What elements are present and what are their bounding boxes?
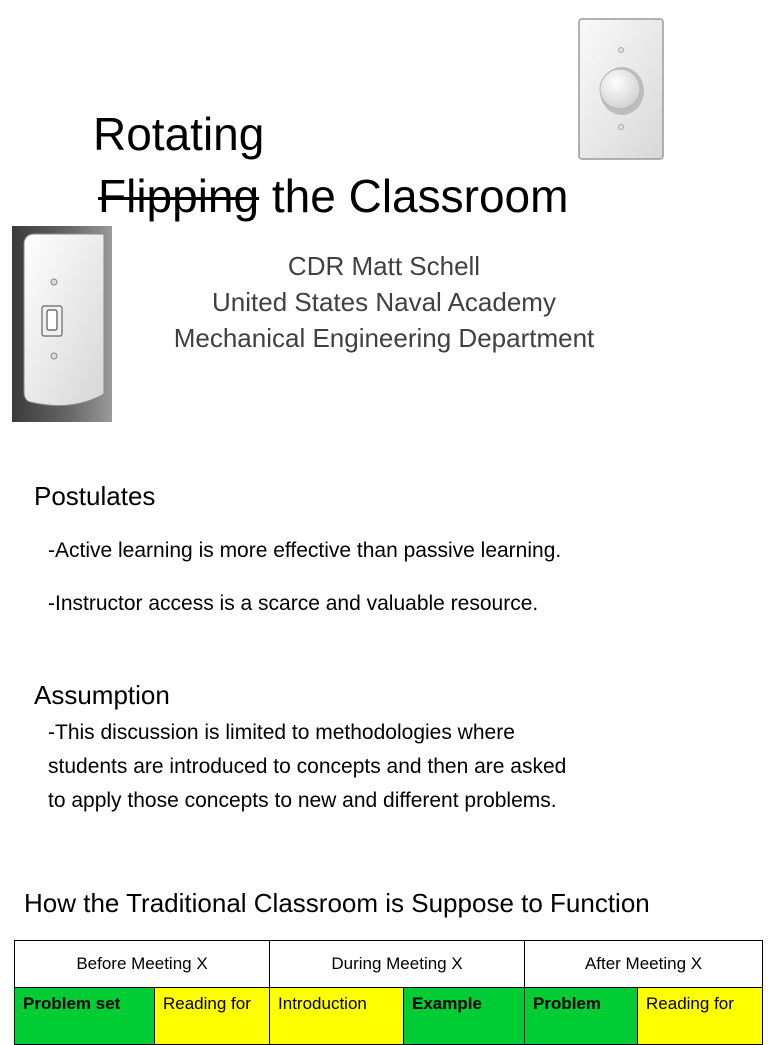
assumption-line: -This discussion is limited to methodologies where <box>48 721 515 744</box>
postulate-item: -Instructor access is a scarce and valuable resource. <box>48 592 539 615</box>
assumption-line: to apply those concepts to new and different problems. <box>48 789 557 812</box>
title-struck-word: Flipping <box>98 170 260 222</box>
title-line-2 <box>98 170 568 222</box>
assumption-line: students are introduced to concepts and then are asked <box>48 755 567 778</box>
column-header-before: Before Meeting X <box>15 941 270 988</box>
table-cell: Example <box>404 988 525 1045</box>
postulates-heading: Postulates <box>34 481 156 511</box>
title-rest: the Classroom <box>259 170 569 222</box>
table-cell: Reading for <box>638 988 763 1045</box>
traditional-classroom-heading: How the Traditional Classroom is Suppose to Function <box>24 888 650 918</box>
institution-name: United States Naval Academy <box>212 287 556 317</box>
subtitle-block <box>0 248 768 356</box>
table-header-row <box>15 941 763 988</box>
table-cell: Introduction <box>270 988 404 1045</box>
author-name: CDR Matt Schell <box>287 251 481 281</box>
postulate-item: -Active learning is more effective than passive learning. <box>48 539 562 562</box>
dimmer-switch-image <box>578 18 664 160</box>
department-name: Mechanical Engineering Department <box>173 323 595 353</box>
column-header-after: After Meeting X <box>525 941 763 988</box>
table-cell: Problem <box>525 988 638 1045</box>
table-cell: Reading for <box>155 988 270 1045</box>
assumption-heading: Assumption <box>34 680 170 710</box>
assumption-text <box>48 716 728 818</box>
column-header-during: During Meeting X <box>270 941 525 988</box>
table-row <box>15 988 763 1045</box>
schedule-table <box>14 940 763 1045</box>
title-line-1: Rotating <box>93 108 265 160</box>
table-cell: Problem set <box>15 988 155 1045</box>
